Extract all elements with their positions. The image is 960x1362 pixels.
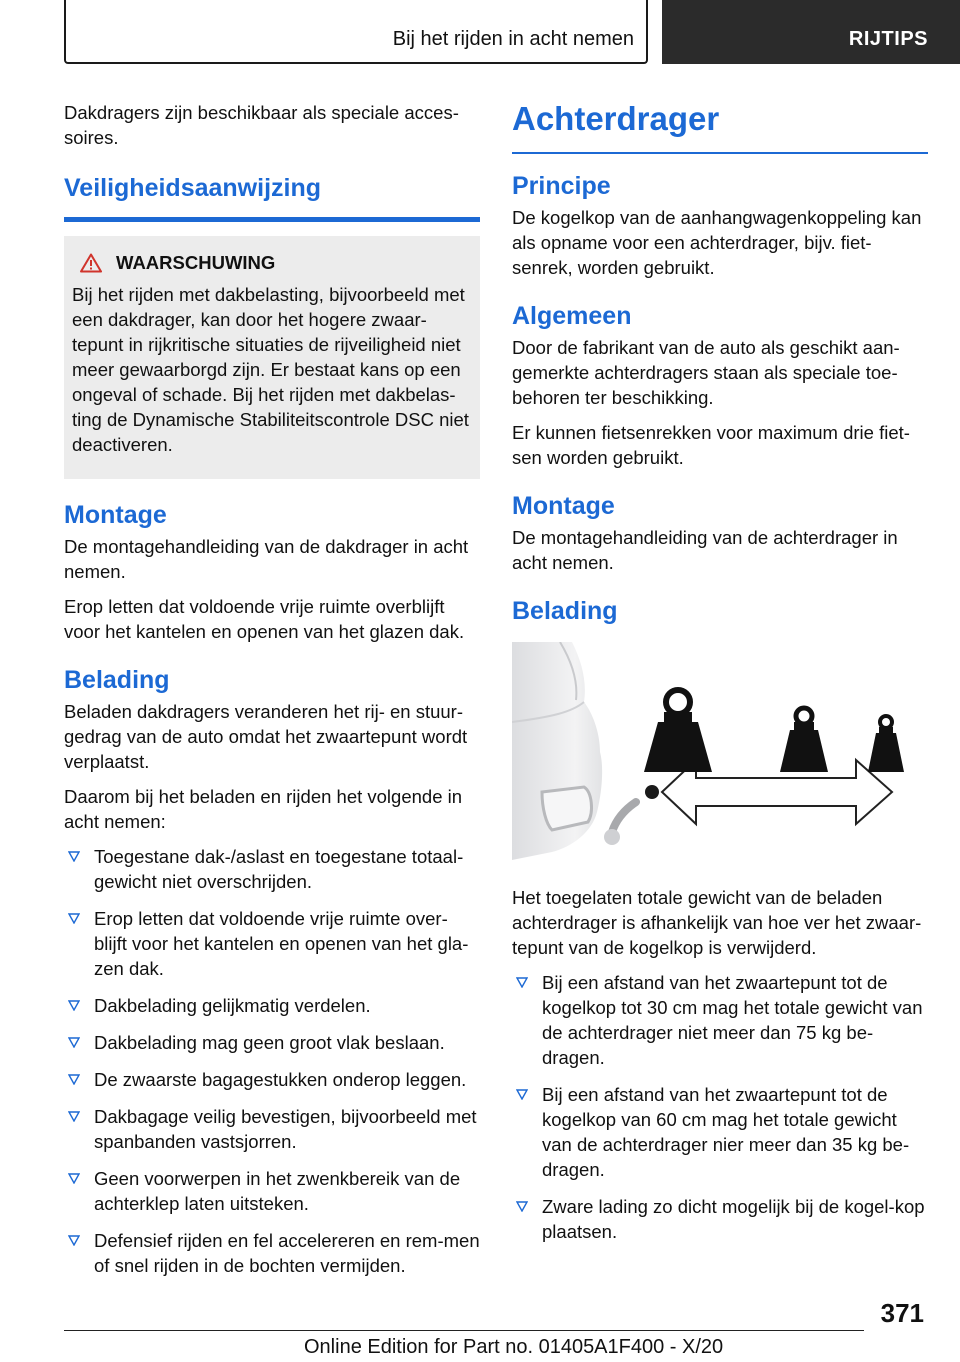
- montage-heading-right: Montage: [512, 492, 615, 520]
- left-column: [64, 100, 480, 1290]
- bullet-triangle-icon: [516, 1200, 528, 1212]
- section-title: Achterdrager: [512, 100, 928, 154]
- warning-title: WAARSCHUWING: [116, 252, 276, 273]
- list-item: De zwaarste bagagestukken onderop leggen.: [64, 1067, 480, 1092]
- header-section-title: Bij het rijden in acht nemen: [392, 28, 634, 50]
- header-chapter-tab: [662, 0, 960, 64]
- warning-text: Bij het rijden met dakbelasting, bijvoorbeeld met een dakdrager, kan door het hogere zwaar-tepunt in rijkritische situaties de rijveiligheid niet meer gewaarborgd zijn. Er bestaat kans op een ongeval of schade. Bij het rijden met dakbelas-ting de Dynamische Stabiliteitscontrole DSC niet deactiveren.: [72, 284, 469, 455]
- montage-p1: De montagehandleiding van de dakdrager in acht nemen.: [64, 536, 469, 582]
- montage-text-right: De montagehandleiding van de achterdrager in acht nemen.: [512, 527, 898, 573]
- algemeen-p2: Er kunnen fietsenrekken voor maximum drie fiet-sen worden gebruikt.: [512, 422, 910, 468]
- bullet-triangle-icon: [68, 1172, 80, 1184]
- algemeen-p1: Door de fabrikant van de auto als geschikt aan-gemerkte achterdragers staan als speciale toe-behoren ter beschikking.: [512, 337, 900, 408]
- bullet-triangle-icon: [68, 1073, 80, 1085]
- footer-edition: Online Edition for Part no. 01405A1F400 - X/20: [304, 1336, 724, 1358]
- algemeen-heading: Algemeen: [512, 302, 632, 330]
- belading-heading: Belading: [64, 666, 170, 694]
- intro-text: Dakdragers zijn beschikbaar als speciale acces-soires.: [64, 102, 459, 148]
- list-item: Dakbelading mag geen groot vlak beslaan.: [64, 1030, 480, 1055]
- bullet-triangle-icon: [68, 1110, 80, 1122]
- header-section-box: [64, 0, 648, 64]
- right-column: [512, 100, 928, 1256]
- footer-divider: [64, 1330, 864, 1331]
- list-item: Bij een afstand van het zwaartepunt tot de kogelkop tot 30 cm mag het totale gewicht van de achterdrager niet meer dan 75 kg be-dragen.: [512, 970, 928, 1070]
- belading-p1: Beladen dakdragers veranderen het rij- en stuur-gedrag van de auto omdat het zwaartepunt wordt verplaatst.: [64, 701, 468, 772]
- bullet-triangle-icon: [68, 912, 80, 924]
- bullet-triangle-icon: [68, 999, 80, 1011]
- bullet-triangle-icon: [68, 850, 80, 862]
- header-chapter-title: RIJTIPS: [848, 28, 928, 50]
- warning-box: [64, 236, 480, 479]
- warning-title-row: [72, 252, 472, 274]
- list-item: Defensief rijden en fel accelereren en rem-men of snel rijden in de bochten vermijden.: [64, 1228, 480, 1278]
- list-item: Dakbagage veilig bevestigen, bijvoorbeeld met spanbanden vastsjorren.: [64, 1104, 480, 1154]
- list-item: Erop letten dat voldoende vrije ruimte over-blijft voor het kantelen en openen van het gla-zen dak.: [64, 906, 480, 981]
- list-item: Bij een afstand van het zwaartepunt tot de kogelkop van 60 cm mag het totale gewicht van de achterdrager nier meer dan 35 kg be-dragen.: [512, 1082, 928, 1182]
- montage-p2: Erop letten dat voldoende vrije ruimte overblijft voor het kantelen en openen van het glazen dak.: [64, 596, 465, 642]
- list-item: Geen voorwerpen in het zwenkbereik van de achterklep laten uitsteken.: [64, 1166, 480, 1216]
- bullet-triangle-icon: [68, 1036, 80, 1048]
- hitch-weight-illustration: [512, 642, 928, 860]
- list-item: Toegestane dak-/aslast en toegestane totaal-gewicht niet overschrijden.: [64, 844, 480, 894]
- belading-p2: Daarom bij het beladen en rijden het volgende in acht nemen:: [64, 786, 463, 832]
- bullet-triangle-icon: [68, 1234, 80, 1246]
- belading-heading-right: Belading: [512, 597, 618, 625]
- list-item: Zware lading zo dicht mogelijk bij de kogel-kop plaatsen.: [512, 1194, 928, 1244]
- belading-text-right: Het toegelaten totale gewicht van de beladen achterdrager is afhankelijk van hoe ver het zwaar-tepunt van de kogelkop is verwijderd.: [512, 887, 922, 958]
- safety-heading: Veiligheidsaanwijzing: [64, 174, 480, 222]
- warning-triangle-icon: [80, 253, 102, 273]
- list-item: Dakbelading gelijkmatig verdelen.: [64, 993, 480, 1018]
- principe-heading: Principe: [512, 172, 611, 200]
- belading-list: [64, 844, 480, 1278]
- principe-text: De kogelkop van de aanhangwagenkoppeling kan als opname voor een achterdrager, bijv. fiet-senrek, worden gebruikt.: [512, 207, 922, 278]
- bullet-triangle-icon: [516, 1088, 528, 1100]
- page-number: 371: [880, 1298, 924, 1328]
- montage-heading: Montage: [64, 501, 167, 529]
- belading-list-right: [512, 970, 928, 1244]
- bullet-triangle-icon: [516, 976, 528, 988]
